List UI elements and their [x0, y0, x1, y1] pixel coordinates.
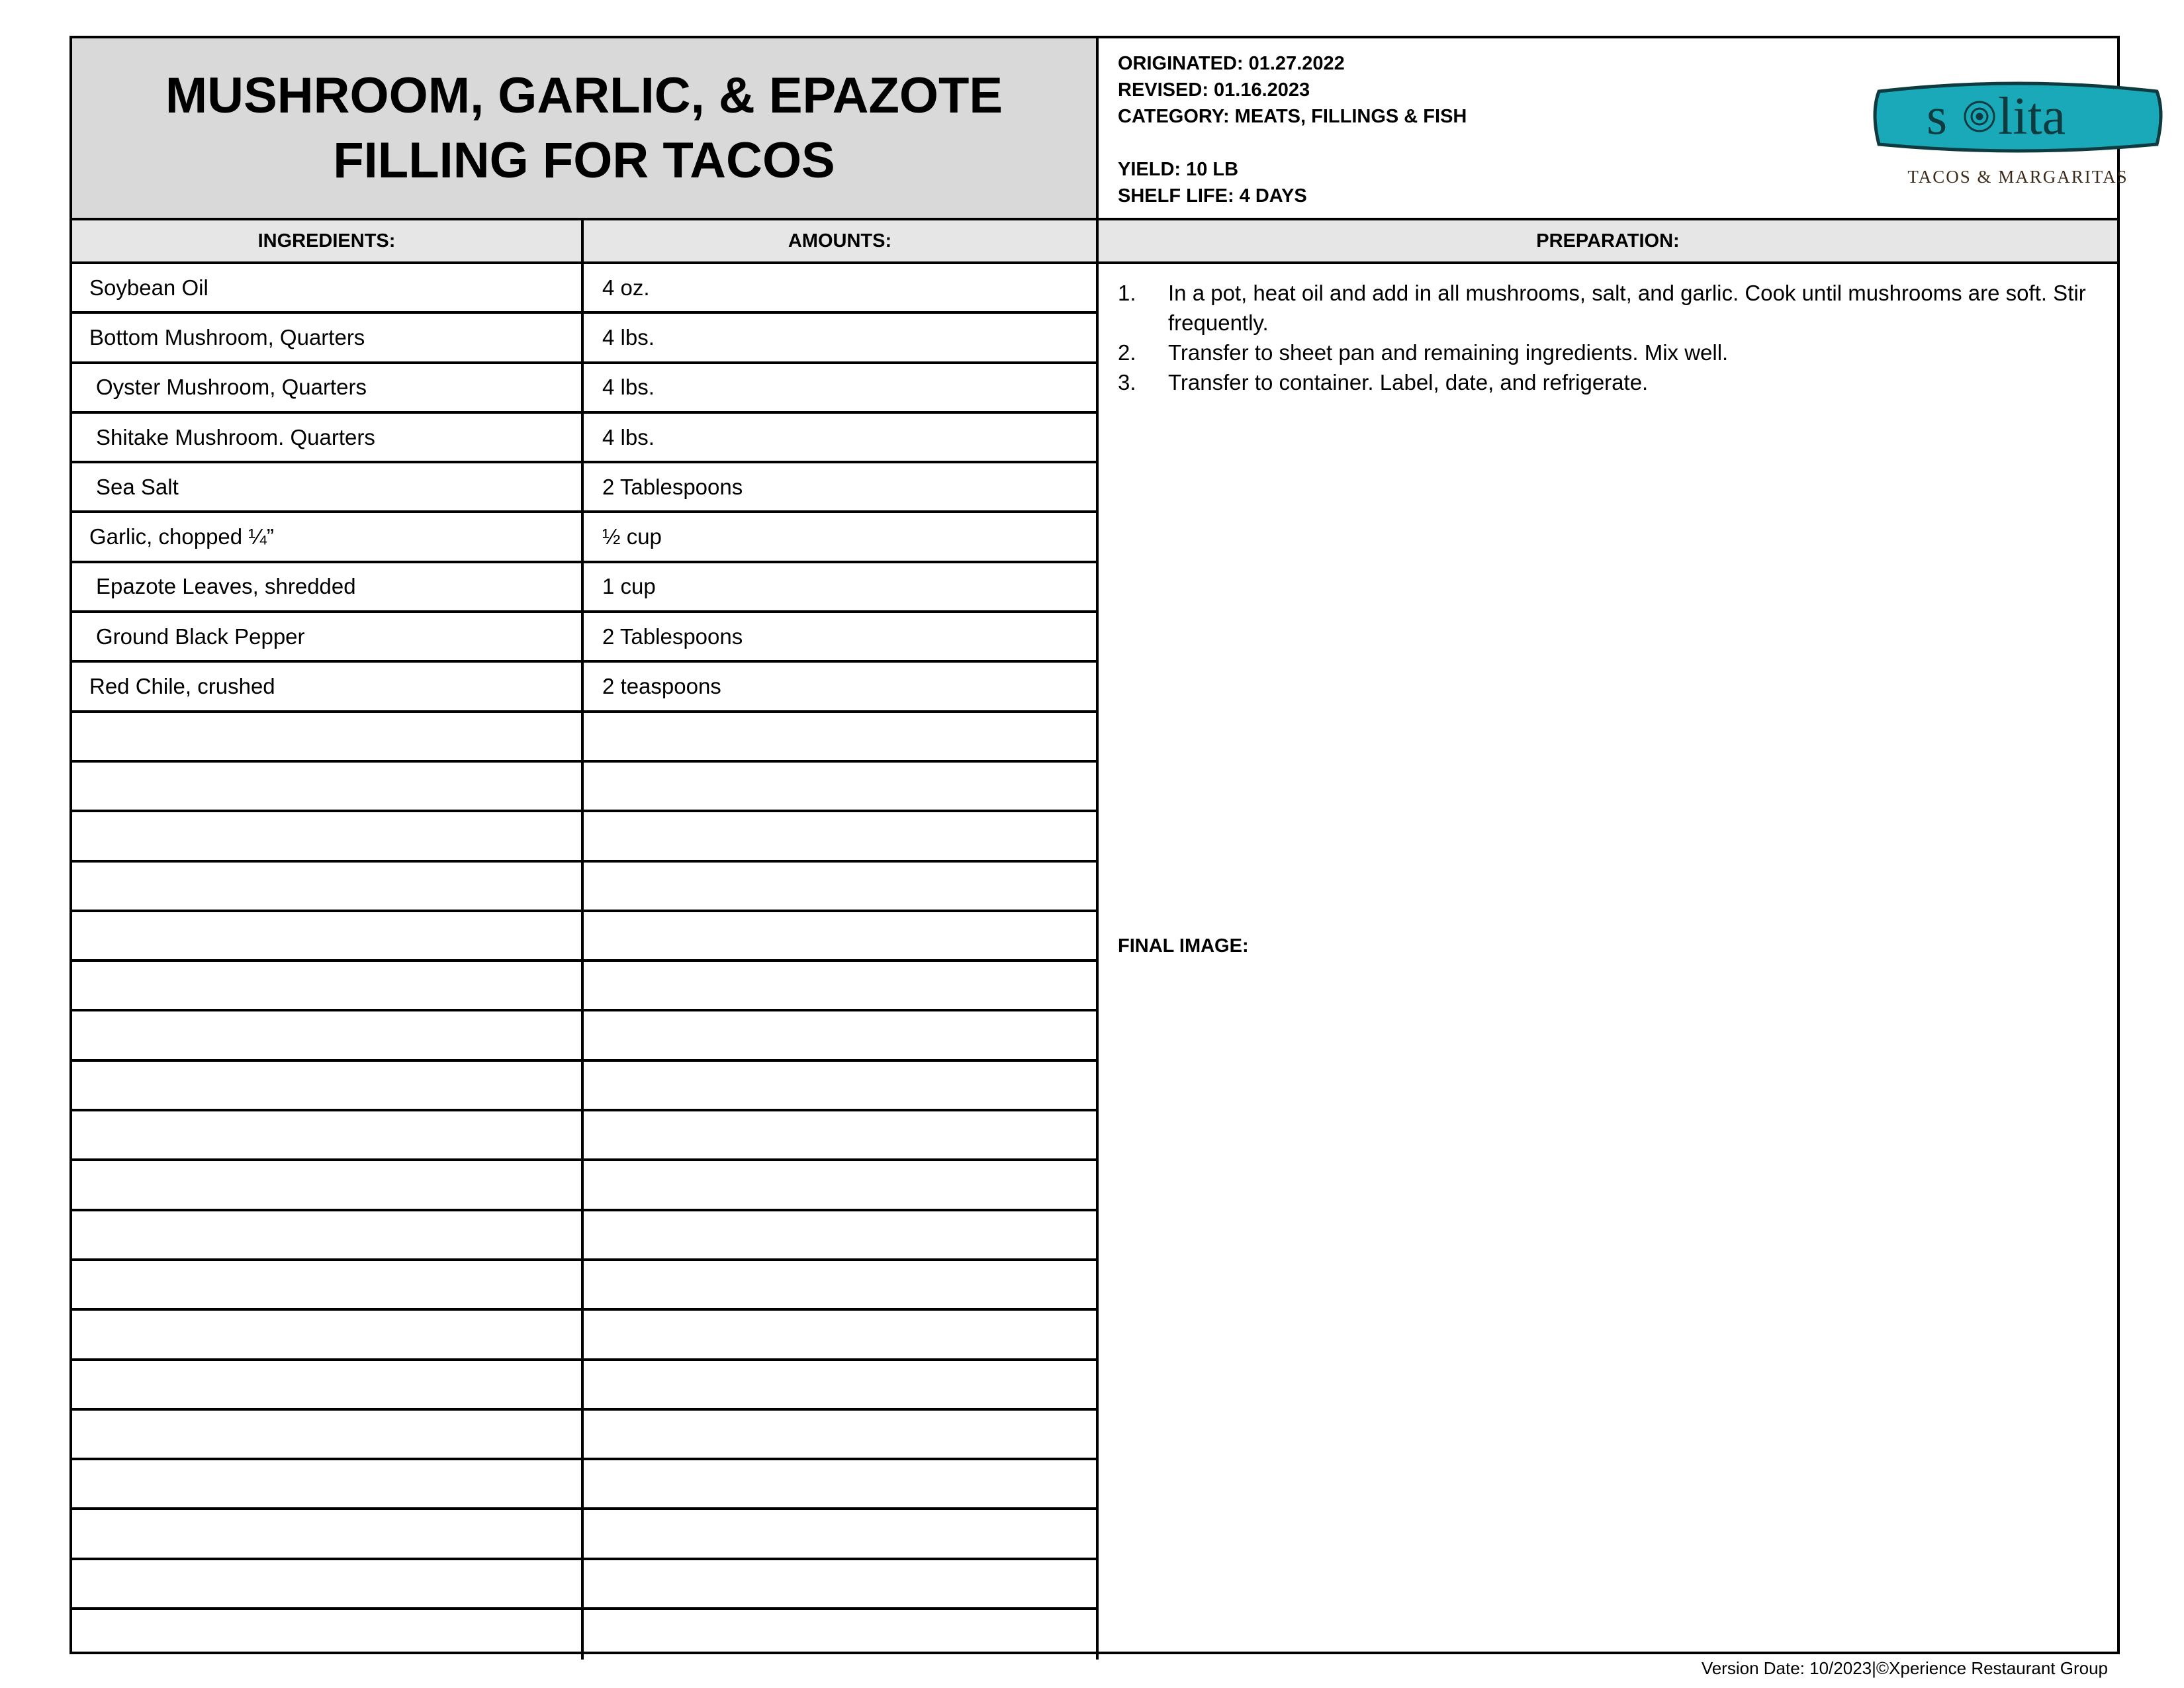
ingredient-amount: 4 lbs. — [584, 364, 1099, 411]
ingredient-amount: 4 lbs. — [584, 314, 1099, 361]
preparation-step — [1118, 278, 2097, 338]
ingredient-name: Shitake Mushroom. Quarters — [72, 414, 584, 461]
final-image-label: FINAL IMAGE: — [1118, 935, 1249, 957]
ingredient-name — [72, 912, 584, 959]
step-number: 3. — [1118, 370, 1136, 395]
table-row — [72, 314, 1099, 363]
yield: YIELD: 10 LB — [1118, 159, 1239, 180]
footer-version: Version Date: 10/2023|©Xperience Restaurant Group — [1701, 1658, 2108, 1678]
table-row — [72, 513, 1099, 563]
ingredient-name — [72, 1011, 584, 1058]
table-row — [72, 1062, 1099, 1111]
ingredient-name: Red Chile, crushed — [72, 663, 584, 710]
ingredient-amount — [584, 763, 1099, 810]
ingredient-name: Garlic, chopped ¼” — [72, 513, 584, 560]
ingredient-name — [72, 763, 584, 810]
table-row — [72, 1211, 1099, 1261]
ingredient-name — [72, 1560, 584, 1607]
table-row — [72, 1111, 1099, 1161]
shelf-life: SHELF LIFE: 4 DAYS — [1118, 185, 1307, 207]
ingredient-amount — [584, 1460, 1099, 1507]
step-text: Transfer to sheet pan and remaining ingredients. Mix well. — [1168, 340, 1729, 365]
ingredient-amount — [584, 912, 1099, 959]
ingredient-name — [72, 1261, 584, 1308]
logo-tagline: TACOS & MARGARITAS — [1907, 167, 2128, 187]
ingredient-name — [72, 713, 584, 760]
ingredient-amount: ½ cup — [584, 513, 1099, 560]
preparation-header: PREPARATION: — [1099, 218, 2117, 264]
table-row — [72, 1011, 1099, 1061]
ingredient-name — [72, 1411, 584, 1458]
step-number: 2. — [1118, 340, 1136, 365]
amounts-header: AMOUNTS: — [584, 218, 1099, 264]
table-row — [72, 1610, 1099, 1660]
title-box — [72, 38, 1099, 218]
step-text: In a pot, heat oil and add in all mushrooms, salt, and garlic. Cook until mushrooms are soft. Stir frequently. — [1168, 281, 2086, 335]
table-row — [72, 863, 1099, 912]
ingredient-name — [72, 1161, 584, 1208]
originated-date: ORIGINATED: 01.27.2022 — [1118, 53, 1345, 74]
ingredient-amount: 4 oz. — [584, 264, 1099, 311]
ingredients-table — [72, 264, 1099, 1660]
ingredient-amount — [584, 812, 1099, 859]
ingredient-amount — [584, 1111, 1099, 1158]
table-row — [72, 264, 1099, 314]
ingredient-amount: 2 Tablespoons — [584, 463, 1099, 510]
step-number: 1. — [1118, 281, 1136, 305]
ingredient-name: Oyster Mushroom, Quarters — [72, 364, 584, 411]
table-row — [72, 1411, 1099, 1460]
recipe-title: MUSHROOM, GARLIC, & EPAZOTE FILLING FOR TACOS — [165, 67, 1003, 189]
table-row — [72, 713, 1099, 763]
revised-date: REVISED: 01.16.2023 — [1118, 79, 1310, 101]
ingredient-amount — [584, 1361, 1099, 1408]
table-row — [72, 1510, 1099, 1560]
ingredient-name — [72, 1460, 584, 1507]
ingredient-name — [72, 1062, 584, 1109]
ingredient-amount — [584, 1510, 1099, 1557]
table-row — [72, 1311, 1099, 1360]
recipe-meta — [1118, 50, 1467, 209]
ingredient-amount: 2 Tablespoons — [584, 613, 1099, 660]
ingredient-name — [72, 962, 584, 1009]
ingredient-name — [72, 1211, 584, 1258]
table-row — [72, 463, 1099, 513]
svg-text:s: s — [1927, 87, 1948, 146]
ingredient-amount — [584, 1161, 1099, 1208]
ingredient-name — [72, 1111, 584, 1158]
ingredient-name — [72, 1610, 584, 1660]
ingredient-name: Sea Salt — [72, 463, 584, 510]
ingredient-amount — [584, 1311, 1099, 1358]
table-row — [72, 364, 1099, 414]
ingredient-amount: 2 teaspoons — [584, 663, 1099, 710]
ingredient-amount — [584, 1610, 1099, 1660]
preparation-steps — [1118, 278, 2097, 397]
step-text: Transfer to container. Label, date, and refrigerate. — [1168, 370, 1649, 395]
ingredient-amount — [584, 1560, 1099, 1607]
ingredient-amount — [584, 962, 1099, 1009]
ingredient-name: Bottom Mushroom, Quarters — [72, 314, 584, 361]
preparation-step — [1118, 338, 2097, 367]
ingredient-amount — [584, 1411, 1099, 1458]
ingredient-name — [72, 1510, 584, 1557]
ingredient-amount — [584, 713, 1099, 760]
ingredient-name: Epazote Leaves, shredded — [72, 563, 584, 610]
ingredient-amount: 4 lbs. — [584, 414, 1099, 461]
table-row — [72, 563, 1099, 613]
table-row — [72, 414, 1099, 463]
ingredient-name — [72, 1361, 584, 1408]
table-row — [72, 1361, 1099, 1411]
ingredient-amount: 1 cup — [584, 563, 1099, 610]
ingredient-name: Soybean Oil — [72, 264, 584, 311]
table-row — [72, 812, 1099, 862]
table-row — [72, 1261, 1099, 1311]
preparation-step — [1118, 367, 2097, 397]
ingredient-name — [72, 863, 584, 910]
ingredient-name — [72, 812, 584, 859]
table-row — [72, 763, 1099, 812]
ingredients-header: INGREDIENTS: — [72, 218, 584, 264]
ingredient-amount — [584, 1062, 1099, 1109]
ingredient-name — [72, 1311, 584, 1358]
ingredient-name: Ground Black Pepper — [72, 613, 584, 660]
table-row — [72, 1161, 1099, 1211]
ingredient-amount — [584, 863, 1099, 910]
recipe-card — [69, 36, 2128, 1654]
category: CATEGORY: MEATS, FILLINGS & FISH — [1118, 106, 1467, 127]
table-row — [72, 962, 1099, 1011]
ingredient-amount — [584, 1011, 1099, 1058]
solita-logo — [1866, 73, 2170, 199]
table-row — [72, 613, 1099, 663]
ingredient-amount — [584, 1261, 1099, 1308]
table-row — [72, 1560, 1099, 1610]
table-row — [72, 912, 1099, 962]
table-row — [72, 1460, 1099, 1510]
ingredient-amount — [584, 1211, 1099, 1258]
svg-text:lita: lita — [1998, 87, 2066, 146]
table-row — [72, 663, 1099, 712]
